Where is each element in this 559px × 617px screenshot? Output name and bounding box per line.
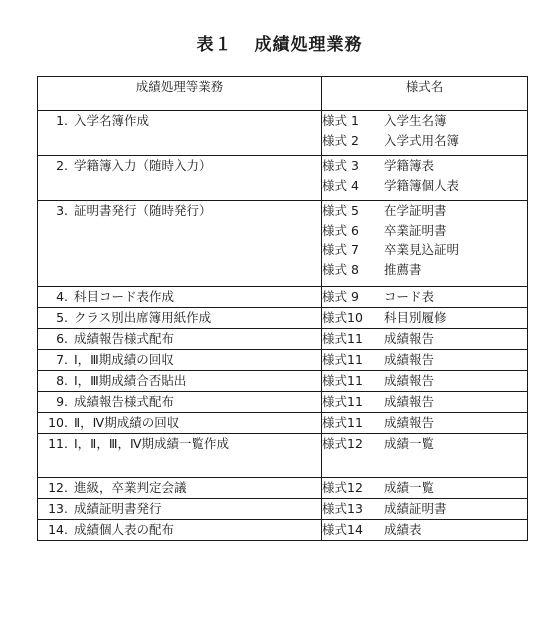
form-cell bbox=[322, 111, 528, 156]
table-row bbox=[38, 412, 528, 433]
form-entry bbox=[322, 240, 527, 260]
form-code: 様式11 bbox=[322, 330, 363, 346]
form-entry bbox=[322, 308, 527, 328]
form-code: 様式 2 bbox=[322, 132, 359, 148]
form-name: コード表 bbox=[384, 289, 435, 304]
task-cell bbox=[38, 349, 322, 370]
task-name: 成績証明書発行 bbox=[74, 500, 162, 516]
form-entry bbox=[322, 413, 527, 433]
task-cell bbox=[38, 519, 322, 540]
table-row bbox=[38, 391, 528, 412]
table-row bbox=[38, 111, 528, 156]
form-cell bbox=[322, 412, 528, 433]
form-name: 成績一覧 bbox=[384, 435, 435, 451]
form-name: 成績報告 bbox=[384, 372, 435, 388]
form-code: 様式13 bbox=[322, 500, 363, 516]
task-number: 11. bbox=[48, 435, 68, 451]
form-name: 推薦書 bbox=[384, 261, 422, 277]
form-code: 様式 8 bbox=[322, 261, 359, 277]
form-entry bbox=[322, 156, 527, 176]
form-entry bbox=[322, 499, 527, 519]
form-name: 入学生名簿 bbox=[384, 113, 447, 128]
task-number: 13. bbox=[48, 500, 68, 516]
table-row bbox=[38, 287, 528, 308]
task-cell bbox=[38, 287, 322, 308]
form-code: 様式11 bbox=[322, 372, 363, 388]
task-name: 証明書発行（随時発行） bbox=[74, 203, 212, 218]
form-entry bbox=[322, 478, 527, 498]
form-code: 様式 3 bbox=[322, 158, 359, 173]
task-number: 14. bbox=[48, 521, 68, 537]
form-name: 成績報告 bbox=[384, 330, 435, 346]
form-code: 様式11 bbox=[322, 351, 363, 367]
form-name: 学籍簿個人表 bbox=[384, 177, 460, 193]
header-task: 成績処理等業務 bbox=[38, 77, 322, 111]
form-name: 成績証明書 bbox=[384, 500, 447, 516]
task-number: 7. bbox=[56, 351, 68, 367]
task-number: 8. bbox=[56, 372, 68, 388]
form-code: 様式14 bbox=[322, 521, 363, 537]
tasks-table bbox=[37, 76, 528, 541]
task-cell bbox=[38, 477, 322, 498]
form-entry bbox=[322, 111, 527, 131]
task-cell bbox=[38, 156, 322, 201]
form-entry bbox=[322, 260, 527, 280]
form-cell bbox=[322, 433, 528, 477]
table-row bbox=[38, 156, 528, 201]
form-code: 様式 1 bbox=[322, 113, 359, 128]
task-name: Ⅰ，Ⅱ，Ⅲ，Ⅳ期成績一覧作成 bbox=[74, 435, 229, 451]
form-cell bbox=[322, 349, 528, 370]
form-entry bbox=[322, 131, 527, 151]
form-name: 成績表 bbox=[384, 521, 422, 537]
table-row bbox=[38, 519, 528, 540]
form-name: 成績一覧 bbox=[384, 479, 435, 495]
task-cell bbox=[38, 498, 322, 519]
form-entry bbox=[322, 350, 527, 370]
form-name: 科目別履修 bbox=[384, 309, 447, 325]
table-row bbox=[38, 307, 528, 328]
table-number: 表１ bbox=[196, 35, 233, 55]
form-code: 様式 4 bbox=[322, 177, 359, 193]
form-name: 成績報告 bbox=[384, 393, 435, 409]
task-cell bbox=[38, 201, 322, 287]
form-entry bbox=[322, 329, 527, 349]
task-number: 2. bbox=[56, 158, 68, 173]
task-number: 9. bbox=[56, 393, 68, 409]
form-name: 入学式用名簿 bbox=[384, 132, 460, 148]
form-entry bbox=[322, 221, 527, 241]
form-cell bbox=[322, 391, 528, 412]
task-name: 成績個人表の配布 bbox=[74, 521, 175, 537]
task-number: 6. bbox=[56, 330, 68, 346]
task-cell bbox=[38, 412, 322, 433]
task-cell bbox=[38, 370, 322, 391]
task-name: クラス別出席簿用紙作成 bbox=[74, 309, 212, 325]
form-code: 様式 7 bbox=[322, 242, 359, 257]
form-code: 様式12 bbox=[322, 435, 363, 451]
task-number: 5. bbox=[56, 309, 68, 325]
table-row bbox=[38, 201, 528, 287]
task-name: 学籍簿入力（随時入力） bbox=[74, 158, 212, 173]
task-cell bbox=[38, 111, 322, 156]
form-name: 学籍簿表 bbox=[384, 158, 435, 173]
form-code: 様式 6 bbox=[322, 222, 359, 238]
form-code: 様式10 bbox=[322, 309, 363, 325]
task-name: Ⅰ，Ⅲ期成績合否貼出 bbox=[74, 372, 187, 388]
header-form: 様式名 bbox=[322, 77, 528, 111]
task-name: 成績報告様式配布 bbox=[74, 393, 175, 409]
form-entry bbox=[322, 287, 527, 307]
task-cell bbox=[38, 391, 322, 412]
form-cell bbox=[322, 498, 528, 519]
form-code: 様式11 bbox=[322, 414, 363, 430]
task-number: 10. bbox=[48, 414, 68, 430]
form-entry bbox=[322, 176, 527, 196]
table-row bbox=[38, 477, 528, 498]
table-title bbox=[0, 30, 559, 55]
form-code: 様式11 bbox=[322, 393, 363, 409]
task-name: 科目コード表作成 bbox=[74, 289, 175, 304]
task-number: 12. bbox=[48, 479, 68, 495]
form-cell bbox=[322, 328, 528, 349]
form-code: 様式12 bbox=[322, 479, 363, 495]
table-row bbox=[38, 349, 528, 370]
task-number: 1. bbox=[56, 113, 68, 128]
table-row bbox=[38, 433, 528, 477]
form-name: 在学証明書 bbox=[384, 203, 447, 218]
task-name: Ⅰ，Ⅲ期成績の回収 bbox=[74, 351, 174, 367]
task-name: 進級，卒業判定会議 bbox=[74, 479, 187, 495]
form-name: 成績報告 bbox=[384, 351, 435, 367]
form-cell bbox=[322, 287, 528, 308]
form-cell bbox=[322, 201, 528, 287]
form-name: 成績報告 bbox=[384, 414, 435, 430]
form-cell bbox=[322, 519, 528, 540]
form-entry bbox=[322, 520, 527, 540]
task-cell bbox=[38, 328, 322, 349]
table-row bbox=[38, 370, 528, 391]
header-row bbox=[38, 77, 528, 111]
task-cell bbox=[38, 433, 322, 477]
form-entry bbox=[322, 371, 527, 391]
form-cell bbox=[322, 307, 528, 328]
table-title-text: 成績処理業務 bbox=[254, 35, 363, 55]
form-name: 卒業証明書 bbox=[384, 222, 447, 238]
form-entry bbox=[322, 392, 527, 412]
form-entry bbox=[322, 434, 527, 454]
task-cell bbox=[38, 307, 322, 328]
form-code: 様式 5 bbox=[322, 203, 359, 218]
task-name: 入学名簿作成 bbox=[74, 113, 150, 128]
form-entry bbox=[322, 201, 527, 221]
form-name: 卒業見込証明 bbox=[384, 242, 460, 257]
table-row bbox=[38, 328, 528, 349]
form-cell bbox=[322, 477, 528, 498]
form-code: 様式 9 bbox=[322, 289, 359, 304]
form-cell bbox=[322, 370, 528, 391]
task-name: 成績報告様式配布 bbox=[74, 330, 175, 346]
task-name: Ⅱ，Ⅳ期成績の回収 bbox=[74, 414, 180, 430]
table-row bbox=[38, 498, 528, 519]
task-number: 3. bbox=[56, 203, 68, 218]
form-cell bbox=[322, 156, 528, 201]
task-number: 4. bbox=[56, 289, 68, 304]
